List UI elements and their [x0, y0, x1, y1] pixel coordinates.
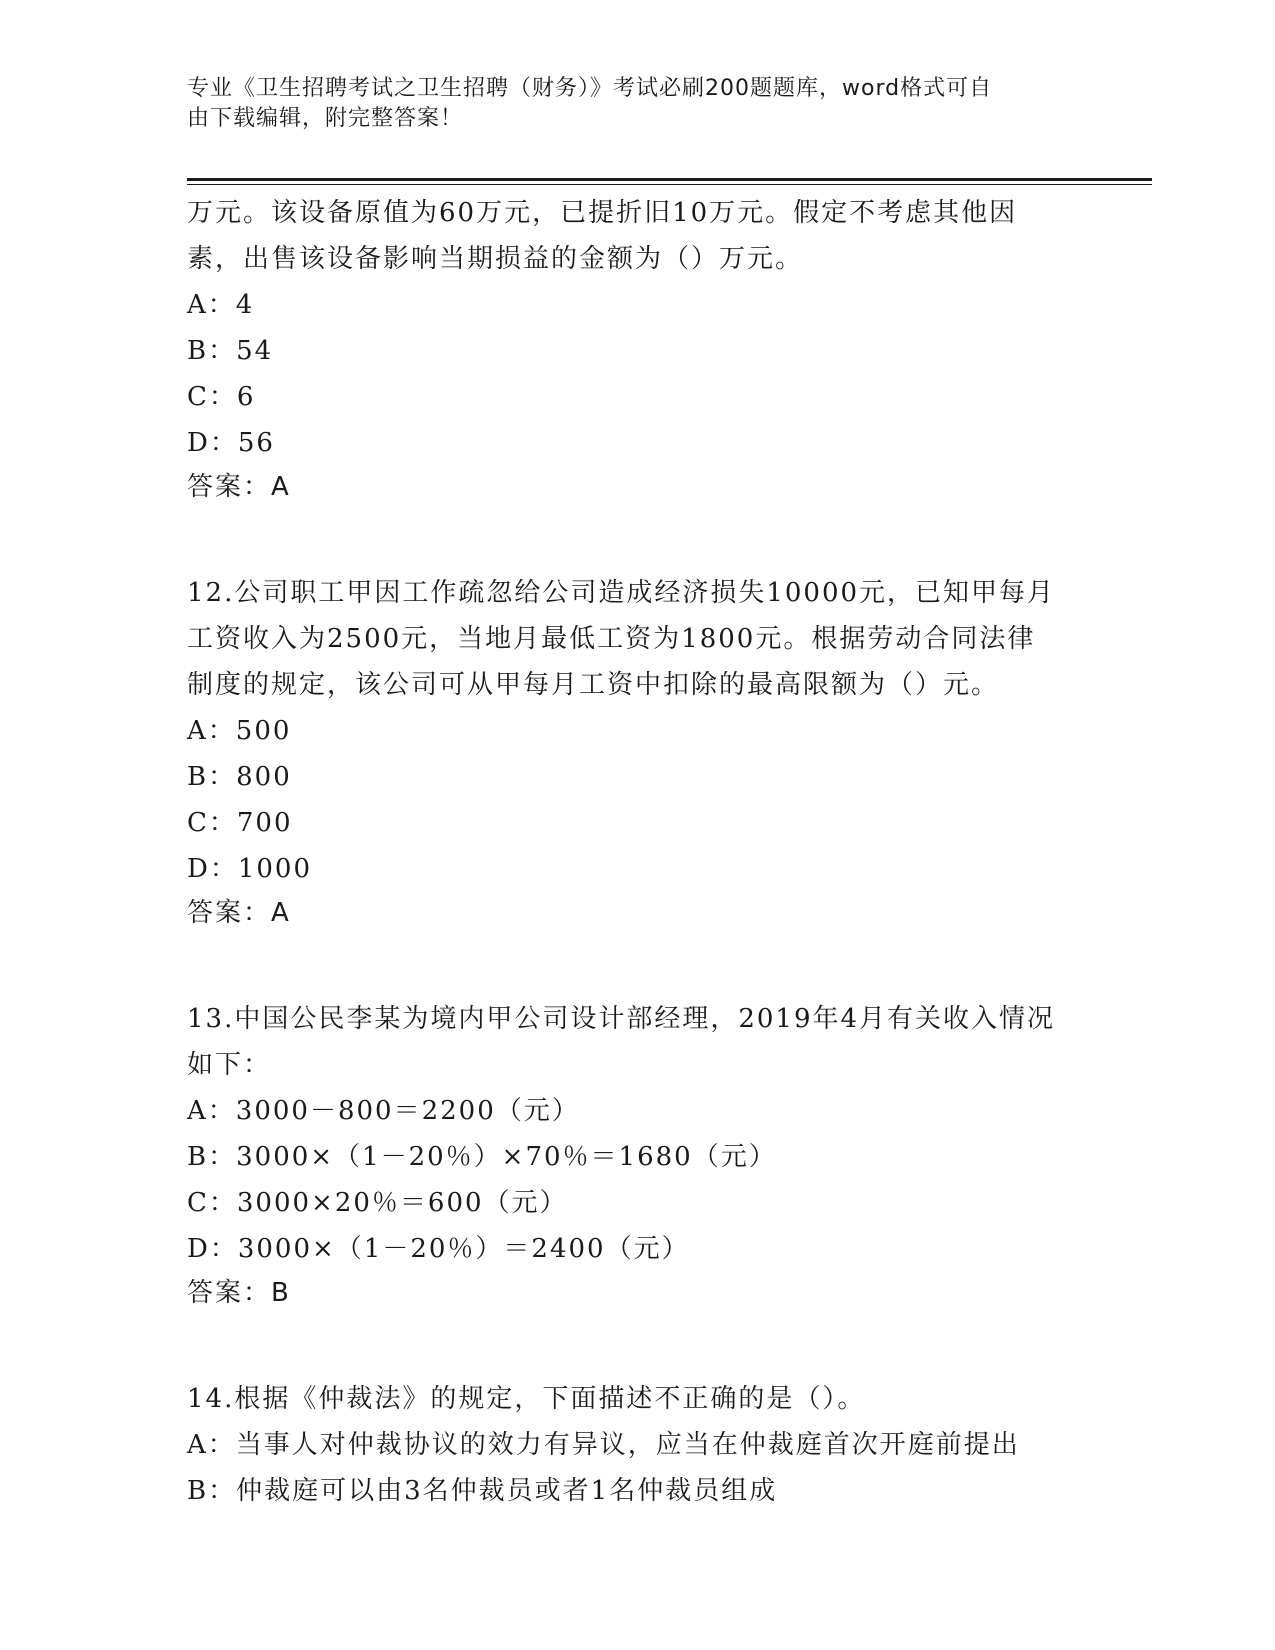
option-b: B：仲裁庭可以由3名仲裁员或者1名仲裁员组成: [187, 1476, 778, 1506]
option-a: A：当事人对仲裁协议的效力有异议，应当在仲裁庭首次开庭前提出: [187, 1430, 1020, 1460]
question-stem: 万元。该设备原值为60万元，已提折旧10万元。假定不考虑其他因: [187, 198, 1018, 228]
question-stem: 如下：: [187, 1050, 272, 1080]
option-b: B：3000×（1－20％）×70％＝1680（元）: [187, 1142, 777, 1172]
option-b: B：800: [187, 762, 292, 792]
question-item: [187, 1376, 1087, 1514]
spacer: [187, 1314, 1087, 1376]
option-c: C：700: [187, 808, 293, 838]
header-line-2: 由下载编辑，附完整答案！: [187, 106, 464, 131]
header-line-1: 专业《卫生招聘考试之卫生招聘（财务）》考试必刷200题题库，word格式可自: [187, 76, 993, 101]
spacer: [187, 934, 1087, 996]
question-stem: 素，出售该设备影响当期损益的金额为（）万元。: [187, 244, 804, 274]
answer-line: 答案：A: [187, 472, 291, 502]
question-item: [187, 996, 1087, 1314]
option-c: C：6: [187, 382, 256, 412]
header-rule-thick: [187, 178, 1152, 181]
question-stem: 12.公司职工甲因工作疏忽给公司造成经济损失10000元，已知甲每月: [187, 578, 1056, 608]
question-stem: 13.中国公民李某为境内甲公司设计部经理，2019年4月有关收入情况: [187, 1004, 1056, 1034]
option-d: D：1000: [187, 854, 313, 884]
question-stem: 14.根据《仲裁法》的规定，下面描述不正确的是（）。: [187, 1384, 866, 1414]
header-rule-thin: [187, 184, 1152, 185]
option-a: A：500: [187, 716, 292, 746]
option-c: C：3000×20％＝600（元）: [187, 1188, 568, 1218]
option-d: D：56: [187, 428, 275, 458]
question-stem: 工资收入为2500元，当地月最低工资为1800元。根据劳动合同法律: [187, 624, 1036, 654]
question-item: [187, 190, 1087, 508]
question-list: [187, 190, 1087, 1514]
question-stem: 制度的规定，该公司可从甲每月工资中扣除的最高限额为（）元。: [187, 670, 1000, 700]
option-a: A：3000－800＝2200（元）: [187, 1096, 580, 1126]
question-item: [187, 570, 1087, 934]
option-d: D：3000×（1－20％）＝2400（元）: [187, 1234, 690, 1264]
option-a: A：4: [187, 290, 255, 320]
answer-line: 答案：B: [187, 1278, 291, 1308]
spacer: [187, 508, 1087, 570]
option-b: B：54: [187, 336, 274, 366]
document-header: [187, 74, 1067, 134]
answer-line: 答案：A: [187, 898, 291, 928]
